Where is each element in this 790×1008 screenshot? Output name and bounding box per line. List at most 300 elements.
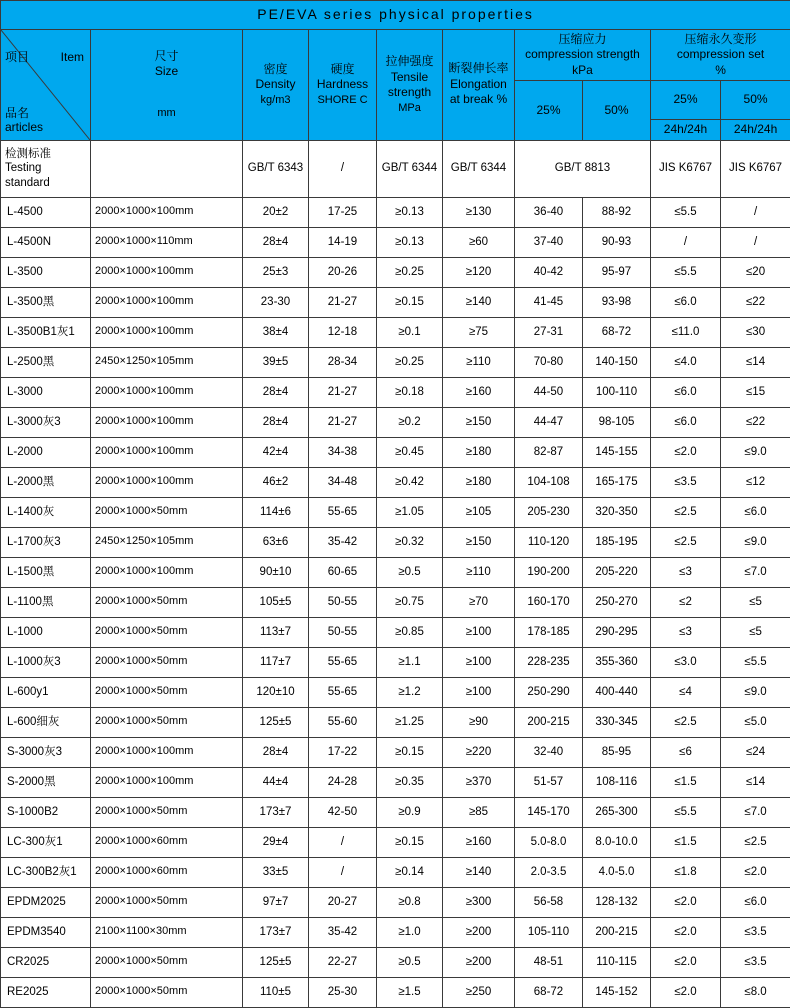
- size: 2000×1000×50mm: [91, 647, 243, 677]
- header-elongation-cn: 断裂伸长率: [447, 61, 510, 77]
- name: L-3000: [1, 377, 91, 407]
- size: 2000×1000×100mm: [91, 437, 243, 467]
- name: L-2000黑: [1, 467, 91, 497]
- table-row: [1, 347, 790, 377]
- testing-standard-row: [1, 140, 790, 197]
- compression-strength-25-value: 250-290: [515, 677, 583, 707]
- header-cs-cn: 压缩应力: [519, 32, 646, 48]
- tensile-value: ≥1.1: [377, 647, 443, 677]
- header-elongation-en1: Elongation: [447, 77, 510, 93]
- density-value: 90±10: [243, 557, 309, 587]
- header-hardness-en: Hardness: [313, 77, 372, 93]
- name: L-1100黑: [1, 587, 91, 617]
- compression-set-25-value: ≤4: [651, 677, 721, 707]
- table-title-row: [1, 1, 790, 30]
- compression-strength-50-value: 98-105: [583, 407, 651, 437]
- hardness-value: 35-42: [309, 917, 377, 947]
- compression-set-50-value: ≤5: [721, 617, 790, 647]
- compression-set-50-value: ≤3.5: [721, 947, 790, 977]
- size: 2000×1000×50mm: [91, 677, 243, 707]
- compression-strength-50-value: 88-92: [583, 197, 651, 227]
- header-tensile-en2: strength: [381, 85, 438, 101]
- header-elongation: [443, 29, 515, 140]
- header-tensile-unit: MPa: [381, 101, 438, 115]
- name: L-600y1: [1, 677, 91, 707]
- elongation-value: ≥200: [443, 917, 515, 947]
- density-value: 97±7: [243, 887, 309, 917]
- compression-set-25-value: ≤2.0: [651, 947, 721, 977]
- compression-set-25-value: ≤2.0: [651, 917, 721, 947]
- header-item-en: Item: [61, 50, 84, 66]
- compression-set-25-value: ≤2.0: [651, 437, 721, 467]
- elongation-value: ≥85: [443, 797, 515, 827]
- hardness-value: 17-22: [309, 737, 377, 767]
- size: 2000×1000×100mm: [91, 737, 243, 767]
- table-row: [1, 497, 790, 527]
- header-item-cn: 项目: [5, 50, 29, 66]
- elongation-value: ≥100: [443, 677, 515, 707]
- compression-strength-50-value: 108-116: [583, 767, 651, 797]
- standard-set-50: JIS K6767: [721, 140, 790, 197]
- density-value: 25±3: [243, 257, 309, 287]
- density-value: 20±2: [243, 197, 309, 227]
- compression-strength-25-value: 40-42: [515, 257, 583, 287]
- density-value: 173±7: [243, 797, 309, 827]
- name: L-4500: [1, 197, 91, 227]
- compression-strength-25-value: 44-47: [515, 407, 583, 437]
- table-row: [1, 737, 790, 767]
- name: S-2000黑: [1, 767, 91, 797]
- compression-strength-50-value: 320-350: [583, 497, 651, 527]
- compression-set-25-value: ≤2: [651, 587, 721, 617]
- name: L-1400灰: [1, 497, 91, 527]
- name: LC-300灰1: [1, 827, 91, 857]
- compression-strength-25-value: 36-40: [515, 197, 583, 227]
- name: L-2500黑: [1, 347, 91, 377]
- tensile-value: ≥0.5: [377, 557, 443, 587]
- elongation-value: ≥160: [443, 377, 515, 407]
- density-value: 28±4: [243, 737, 309, 767]
- tensile-value: ≥0.32: [377, 527, 443, 557]
- hardness-value: 55-65: [309, 497, 377, 527]
- compression-set-50-value: ≤20: [721, 257, 790, 287]
- elongation-value: ≥160: [443, 827, 515, 857]
- hardness-value: 42-50: [309, 797, 377, 827]
- compression-set-50-value: ≤2.0: [721, 857, 790, 887]
- header-density-cn: 密度: [247, 62, 304, 78]
- compression-strength-50-value: 95-97: [583, 257, 651, 287]
- compression-strength-25-value: 48-51: [515, 947, 583, 977]
- tensile-value: ≥0.9: [377, 797, 443, 827]
- hardness-value: 21-27: [309, 287, 377, 317]
- compression-set-50-value: ≤3.5: [721, 917, 790, 947]
- name: L-1700灰3: [1, 527, 91, 557]
- table-row: [1, 587, 790, 617]
- table-row: [1, 677, 790, 707]
- compression-strength-50-value: 330-345: [583, 707, 651, 737]
- compression-strength-25-value: 32-40: [515, 737, 583, 767]
- density-value: 114±6: [243, 497, 309, 527]
- name: L-600细灰: [1, 707, 91, 737]
- compression-set-50-value: ≤5.0: [721, 707, 790, 737]
- size: 2000×1000×50mm: [91, 977, 243, 1007]
- name: S-1000B2: [1, 797, 91, 827]
- tensile-value: ≥1.0: [377, 917, 443, 947]
- name: L-1000灰3: [1, 647, 91, 677]
- compression-strength-50-value: 85-95: [583, 737, 651, 767]
- tensile-value: ≥0.2: [377, 407, 443, 437]
- compression-set-50-value: ≤22: [721, 287, 790, 317]
- compression-strength-50-value: 265-300: [583, 797, 651, 827]
- table-row: [1, 287, 790, 317]
- density-value: 125±5: [243, 947, 309, 977]
- name: S-3000灰3: [1, 737, 91, 767]
- size: 2000×1000×50mm: [91, 797, 243, 827]
- compression-set-25-value: ≤1.5: [651, 767, 721, 797]
- header-articles-en: articles: [5, 120, 43, 136]
- compression-set-25-value: ≤2.5: [651, 527, 721, 557]
- elongation-value: ≥180: [443, 467, 515, 497]
- compression-set-50-value: ≤6.0: [721, 497, 790, 527]
- compression-set-25-value: ≤3: [651, 617, 721, 647]
- size: 2000×1000×100mm: [91, 317, 243, 347]
- table-row: [1, 827, 790, 857]
- density-value: 33±5: [243, 857, 309, 887]
- header-hardness: [309, 29, 377, 140]
- compression-strength-50-value: 250-270: [583, 587, 651, 617]
- tensile-value: ≥1.25: [377, 707, 443, 737]
- standard-label-en1: Testing: [5, 161, 86, 175]
- compression-strength-25-value: 37-40: [515, 227, 583, 257]
- header-cs-25: 25%: [515, 81, 583, 140]
- header-density-unit: kg/m3: [247, 93, 304, 107]
- table-row: [1, 197, 790, 227]
- compression-strength-25-value: 41-45: [515, 287, 583, 317]
- compression-strength-25-value: 68-72: [515, 977, 583, 1007]
- tensile-value: ≥0.13: [377, 197, 443, 227]
- hardness-value: 50-55: [309, 617, 377, 647]
- density-value: 113±7: [243, 617, 309, 647]
- size: 2000×1000×60mm: [91, 857, 243, 887]
- hardness-value: 55-65: [309, 677, 377, 707]
- table-row: [1, 917, 790, 947]
- elongation-value: ≥120: [443, 257, 515, 287]
- name: L-1500黑: [1, 557, 91, 587]
- name: L-3500: [1, 257, 91, 287]
- compression-set-50-value: ≤14: [721, 767, 790, 797]
- tensile-value: ≥0.15: [377, 827, 443, 857]
- compression-strength-25-value: 178-185: [515, 617, 583, 647]
- hardness-value: 55-65: [309, 647, 377, 677]
- compression-strength-50-value: 4.0-5.0: [583, 857, 651, 887]
- table-row: [1, 977, 790, 1007]
- compression-strength-25-value: 56-58: [515, 887, 583, 917]
- density-value: 46±2: [243, 467, 309, 497]
- compression-set-25-value: ≤2.5: [651, 497, 721, 527]
- hardness-value: 35-42: [309, 527, 377, 557]
- compression-set-25-value: ≤11.0: [651, 317, 721, 347]
- header-set-en: compression set: [655, 47, 786, 63]
- item-articles-cell: [1, 29, 91, 140]
- compression-set-50-value: ≤5: [721, 587, 790, 617]
- compression-strength-50-value: 205-220: [583, 557, 651, 587]
- compression-strength-25-value: 51-57: [515, 767, 583, 797]
- header-cs-unit: kPa: [519, 63, 646, 79]
- elongation-value: ≥300: [443, 887, 515, 917]
- elongation-value: ≥150: [443, 407, 515, 437]
- compression-strength-50-value: 8.0-10.0: [583, 827, 651, 857]
- tensile-value: ≥1.2: [377, 677, 443, 707]
- standard-elongation: GB/T 6344: [443, 140, 515, 197]
- compression-strength-50-value: 165-175: [583, 467, 651, 497]
- size: 2000×1000×50mm: [91, 947, 243, 977]
- header-compression-set: [651, 29, 790, 81]
- compression-set-50-value: ≤6.0: [721, 887, 790, 917]
- standard-tensile: GB/T 6344: [377, 140, 443, 197]
- name: L-3500B1灰1: [1, 317, 91, 347]
- compression-set-25-value: ≤2.5: [651, 707, 721, 737]
- elongation-value: ≥70: [443, 587, 515, 617]
- compression-strength-50-value: 185-195: [583, 527, 651, 557]
- hardness-value: 12-18: [309, 317, 377, 347]
- density-value: 110±5: [243, 977, 309, 1007]
- header-size-en: Size: [95, 64, 238, 80]
- header-set-unit: %: [655, 63, 786, 79]
- compression-set-25-value: ≤6: [651, 737, 721, 767]
- header-articles-cn: 品名: [5, 106, 29, 122]
- size: 2000×1000×100mm: [91, 467, 243, 497]
- size: 2000×1000×100mm: [91, 407, 243, 437]
- header-cs-en: compression strength: [519, 47, 646, 63]
- elongation-value: ≥140: [443, 287, 515, 317]
- table-row: [1, 557, 790, 587]
- compression-set-25-value: /: [651, 227, 721, 257]
- table-body: [1, 197, 790, 1007]
- elongation-value: ≥110: [443, 347, 515, 377]
- size: 2000×1000×100mm: [91, 257, 243, 287]
- header-hardness-cn: 硬度: [313, 62, 372, 78]
- hardness-value: 17-25: [309, 197, 377, 227]
- table-row: [1, 377, 790, 407]
- compression-strength-50-value: 110-115: [583, 947, 651, 977]
- compression-set-50-value: ≤7.0: [721, 797, 790, 827]
- compression-set-50-value: /: [721, 197, 790, 227]
- compression-set-25-value: ≤5.5: [651, 197, 721, 227]
- size: 2000×1000×60mm: [91, 827, 243, 857]
- hardness-value: /: [309, 827, 377, 857]
- name: EPDM2025: [1, 887, 91, 917]
- compression-strength-25-value: 2.0-3.5: [515, 857, 583, 887]
- header-set-25: 25%: [651, 81, 721, 120]
- compression-strength-50-value: 140-150: [583, 347, 651, 377]
- compression-set-50-value: /: [721, 227, 790, 257]
- compression-set-50-value: ≤9.0: [721, 437, 790, 467]
- table-row: [1, 767, 790, 797]
- tensile-value: ≥0.15: [377, 737, 443, 767]
- compression-set-25-value: ≤6.0: [651, 407, 721, 437]
- header-tensile-en1: Tensile: [381, 70, 438, 86]
- compression-strength-25-value: 70-80: [515, 347, 583, 377]
- name: L-2000: [1, 437, 91, 467]
- header-elongation-en2: at break %: [447, 92, 510, 108]
- standard-density: GB/T 6343: [243, 140, 309, 197]
- tensile-value: ≥0.15: [377, 287, 443, 317]
- size: 2000×1000×100mm: [91, 767, 243, 797]
- compression-set-25-value: ≤3.0: [651, 647, 721, 677]
- density-value: 120±10: [243, 677, 309, 707]
- name: L-3500黑: [1, 287, 91, 317]
- table-row: [1, 467, 790, 497]
- compression-strength-25-value: 190-200: [515, 557, 583, 587]
- compression-strength-50-value: 145-152: [583, 977, 651, 1007]
- compression-set-50-value: ≤15: [721, 377, 790, 407]
- compression-set-50-value: ≤2.5: [721, 827, 790, 857]
- hardness-value: 14-19: [309, 227, 377, 257]
- compression-strength-50-value: 145-155: [583, 437, 651, 467]
- header-set-50-time: 24h/24h: [721, 119, 790, 140]
- compression-strength-25-value: 110-120: [515, 527, 583, 557]
- elongation-value: ≥90: [443, 707, 515, 737]
- table-row: [1, 887, 790, 917]
- density-value: 38±4: [243, 317, 309, 347]
- page-title: PE/EVA series physical properties: [1, 1, 790, 30]
- compression-set-50-value: ≤14: [721, 347, 790, 377]
- table-row: [1, 647, 790, 677]
- size: 2000×1000×50mm: [91, 887, 243, 917]
- name: L-1000: [1, 617, 91, 647]
- compression-strength-25-value: 27-31: [515, 317, 583, 347]
- header-compression-strength: [515, 29, 651, 81]
- compression-strength-50-value: 355-360: [583, 647, 651, 677]
- compression-set-50-value: ≤12: [721, 467, 790, 497]
- tensile-value: ≥1.5: [377, 977, 443, 1007]
- elongation-value: ≥150: [443, 527, 515, 557]
- compression-strength-25-value: 200-215: [515, 707, 583, 737]
- density-value: 117±7: [243, 647, 309, 677]
- elongation-value: ≥180: [443, 437, 515, 467]
- compression-set-25-value: ≤1.8: [651, 857, 721, 887]
- header-density-en: Density: [247, 77, 304, 93]
- size: 2000×1000×110mm: [91, 227, 243, 257]
- header-size-unit: mm: [95, 106, 238, 120]
- tensile-value: ≥0.8: [377, 887, 443, 917]
- elongation-value: ≥100: [443, 647, 515, 677]
- header-density: [243, 29, 309, 140]
- standard-size: [91, 140, 243, 197]
- density-value: 39±5: [243, 347, 309, 377]
- header-size: [91, 29, 243, 140]
- tensile-value: ≥0.45: [377, 437, 443, 467]
- header-tensile: [377, 29, 443, 140]
- compression-set-50-value: ≤7.0: [721, 557, 790, 587]
- density-value: 23-30: [243, 287, 309, 317]
- compression-set-50-value: ≤22: [721, 407, 790, 437]
- hardness-value: 25-30: [309, 977, 377, 1007]
- hardness-value: 28-34: [309, 347, 377, 377]
- compression-strength-25-value: 104-108: [515, 467, 583, 497]
- tensile-value: ≥1.05: [377, 497, 443, 527]
- hardness-value: 20-27: [309, 887, 377, 917]
- compression-strength-50-value: 100-110: [583, 377, 651, 407]
- compression-set-25-value: ≤5.5: [651, 257, 721, 287]
- header-set-50: 50%: [721, 81, 790, 120]
- compression-set-50-value: ≤5.5: [721, 647, 790, 677]
- name: L-3000灰3: [1, 407, 91, 437]
- tensile-value: ≥0.35: [377, 767, 443, 797]
- hardness-value: 21-27: [309, 407, 377, 437]
- density-value: 29±4: [243, 827, 309, 857]
- elongation-value: ≥250: [443, 977, 515, 1007]
- elongation-value: ≥60: [443, 227, 515, 257]
- header-row-1: [1, 29, 790, 81]
- compression-strength-50-value: 93-98: [583, 287, 651, 317]
- hardness-value: 50-55: [309, 587, 377, 617]
- size: 2000×1000×50mm: [91, 587, 243, 617]
- compression-strength-25-value: 5.0-8.0: [515, 827, 583, 857]
- elongation-value: ≥110: [443, 557, 515, 587]
- compression-set-50-value: ≤30: [721, 317, 790, 347]
- size: 2000×1000×100mm: [91, 287, 243, 317]
- tensile-value: ≥0.25: [377, 347, 443, 377]
- table-row: [1, 797, 790, 827]
- hardness-value: 34-48: [309, 467, 377, 497]
- size: 2000×1000×100mm: [91, 557, 243, 587]
- tensile-value: ≥0.18: [377, 377, 443, 407]
- compression-strength-25-value: 205-230: [515, 497, 583, 527]
- compression-strength-50-value: 290-295: [583, 617, 651, 647]
- name: RE2025: [1, 977, 91, 1007]
- standard-hardness: /: [309, 140, 377, 197]
- table-row: [1, 407, 790, 437]
- density-value: 105±5: [243, 587, 309, 617]
- tensile-value: ≥0.25: [377, 257, 443, 287]
- header-set-25-time: 24h/24h: [651, 119, 721, 140]
- size: 2000×1000×50mm: [91, 707, 243, 737]
- compression-set-50-value: ≤9.0: [721, 677, 790, 707]
- header-tensile-cn: 拉伸强度: [381, 54, 438, 70]
- header-set-cn: 压缩永久变形: [655, 32, 786, 48]
- name: EPDM3540: [1, 917, 91, 947]
- table-row: [1, 527, 790, 557]
- density-value: 63±6: [243, 527, 309, 557]
- size: 2000×1000×50mm: [91, 617, 243, 647]
- elongation-value: ≥105: [443, 497, 515, 527]
- standard-set-25: JIS K6767: [651, 140, 721, 197]
- compression-set-50-value: ≤8.0: [721, 977, 790, 1007]
- standard-label-cn: 检测标准: [5, 147, 86, 161]
- compression-strength-25-value: 44-50: [515, 377, 583, 407]
- compression-set-25-value: ≤1.5: [651, 827, 721, 857]
- hardness-value: 55-60: [309, 707, 377, 737]
- tensile-value: ≥0.5: [377, 947, 443, 977]
- header-cs-50: 50%: [583, 81, 651, 140]
- compression-strength-50-value: 400-440: [583, 677, 651, 707]
- table-row: [1, 617, 790, 647]
- compression-set-25-value: ≤6.0: [651, 287, 721, 317]
- name: CR2025: [1, 947, 91, 977]
- elongation-value: ≥370: [443, 767, 515, 797]
- density-value: 28±4: [243, 407, 309, 437]
- size: 2450×1250×105mm: [91, 347, 243, 377]
- elongation-value: ≥220: [443, 737, 515, 767]
- size: 2000×1000×50mm: [91, 497, 243, 527]
- compression-strength-25-value: 160-170: [515, 587, 583, 617]
- hardness-value: 20-26: [309, 257, 377, 287]
- tensile-value: ≥0.14: [377, 857, 443, 887]
- standard-compression: GB/T 8813: [515, 140, 651, 197]
- compression-set-25-value: ≤2.0: [651, 887, 721, 917]
- elongation-value: ≥100: [443, 617, 515, 647]
